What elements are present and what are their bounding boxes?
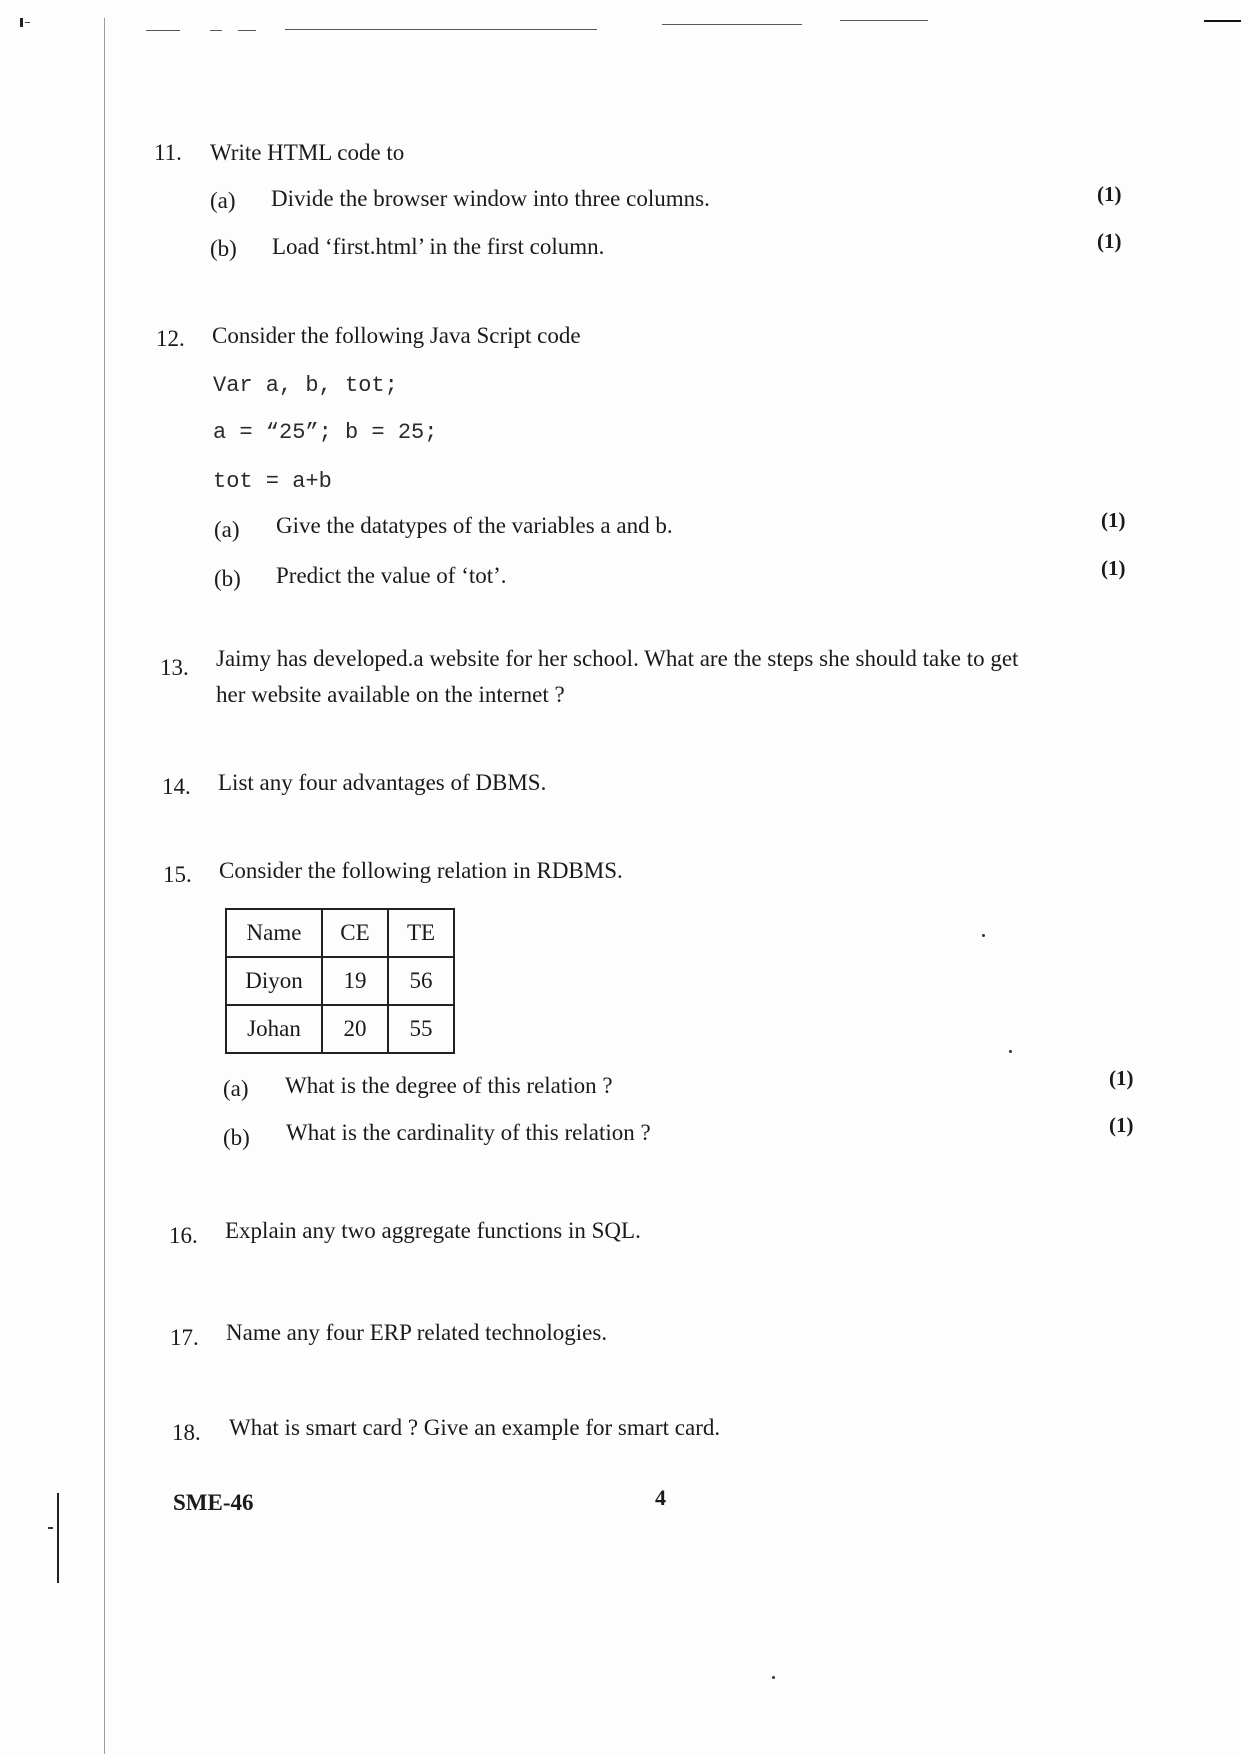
- question-text: Jaimy has developed.a website for her school. What are the steps she should take to get: [216, 646, 1019, 671]
- relation-table: [225, 908, 455, 1054]
- subpart-text: Load ‘first.html’ in the first column.: [272, 234, 605, 259]
- marks: (1): [1109, 1066, 1134, 1090]
- table-header-cell: CE: [322, 909, 388, 957]
- table-header-row: [226, 909, 454, 957]
- question-number: 15.: [163, 862, 192, 887]
- table-cell: 56: [388, 957, 454, 1005]
- table-cell: Johan: [226, 1005, 322, 1053]
- marks: (1): [1101, 556, 1126, 580]
- paper-code: SME-46: [173, 1490, 254, 1515]
- table-cell: 19: [322, 957, 388, 1005]
- subpart-label: (b): [214, 566, 241, 591]
- table-row: [226, 957, 454, 1005]
- question-number: 14.: [162, 774, 191, 799]
- header-rule: [840, 20, 928, 21]
- table-header-cell: Name: [226, 909, 322, 957]
- header-rule: [285, 29, 597, 30]
- speck: [1009, 1050, 1012, 1053]
- page-number: 4: [655, 1485, 666, 1510]
- margin-line: [104, 18, 105, 1754]
- table-cell: Diyon: [226, 957, 322, 1005]
- question-number: 11.: [154, 140, 182, 165]
- question-number: 16.: [169, 1223, 198, 1248]
- marks: (1): [1101, 508, 1126, 532]
- question-text: What is smart card ? Give an example for smart card.: [229, 1415, 721, 1440]
- question-number: 13.: [160, 655, 189, 680]
- subpart-label: (a): [214, 517, 240, 542]
- code-line: tot = a+b: [213, 469, 332, 494]
- code-line: a = “25”; b = 25;: [213, 420, 438, 445]
- speck: [982, 934, 985, 937]
- question-text: Consider the following relation in RDBMS.: [219, 858, 623, 883]
- marks: (1): [1097, 229, 1122, 253]
- question-text: her website available on the internet ?: [216, 682, 565, 707]
- marks: (1): [1109, 1113, 1134, 1137]
- subpart-text: Give the datatypes of the variables a and b.: [276, 513, 673, 538]
- header-rule: [210, 30, 222, 31]
- question-number: 18.: [172, 1420, 201, 1445]
- question-number: 17.: [170, 1325, 199, 1350]
- edge-tick: [48, 1527, 53, 1529]
- subpart-text: What is the cardinality of this relation ?: [286, 1120, 651, 1145]
- header-rule: [146, 30, 180, 31]
- subpart-text: What is the degree of this relation ?: [285, 1073, 613, 1098]
- header-rule: [238, 30, 256, 31]
- subpart-label: (b): [223, 1125, 250, 1150]
- corner-mark: [20, 18, 23, 27]
- marks: (1): [1097, 182, 1122, 206]
- question-text: Consider the following Java Script code: [212, 323, 581, 348]
- edge-bar: [1204, 20, 1241, 22]
- subpart-label: (a): [223, 1076, 249, 1101]
- speck: [772, 1676, 775, 1679]
- table-cell: 20: [322, 1005, 388, 1053]
- question-text: Write HTML code to: [210, 140, 405, 165]
- table-row: [226, 1005, 454, 1053]
- subpart-text: Predict the value of ‘tot’.: [276, 563, 507, 588]
- table-header-cell: TE: [388, 909, 454, 957]
- question-number: 12.: [156, 326, 185, 351]
- subpart-label: (a): [210, 188, 236, 213]
- subpart-text: Divide the browser window into three columns.: [271, 186, 710, 211]
- edge-bar: [57, 1493, 59, 1583]
- header-rule: [662, 24, 802, 25]
- question-text: List any four advantages of DBMS.: [218, 770, 547, 795]
- question-text: Explain any two aggregate functions in SQL.: [225, 1218, 641, 1243]
- code-line: Var a, b, tot;: [213, 373, 398, 398]
- table-cell: 55: [388, 1005, 454, 1053]
- subpart-label: (b): [210, 236, 237, 261]
- corner-mark: [25, 22, 30, 23]
- question-text: Name any four ERP related technologies.: [226, 1320, 608, 1345]
